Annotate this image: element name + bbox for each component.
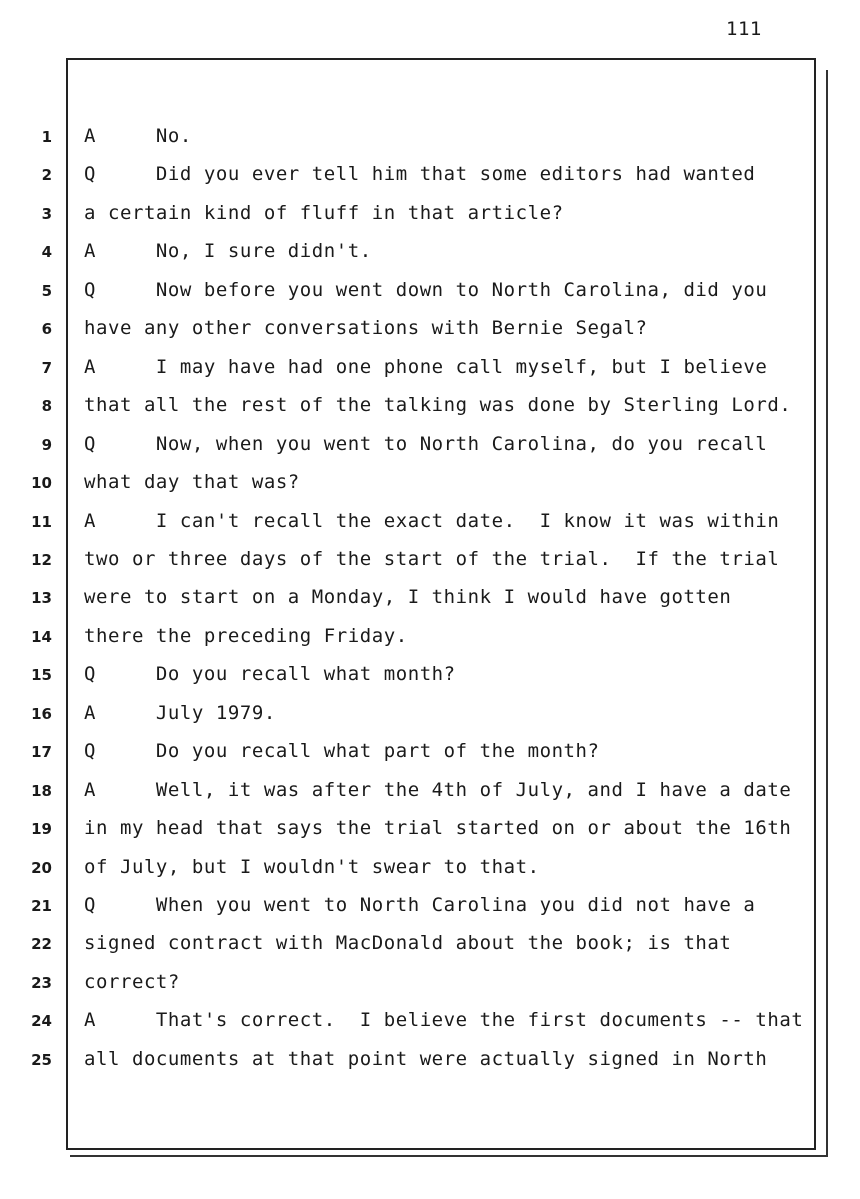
- transcript-line: A Well, it was after the 4th of July, and I have a date: [84, 779, 792, 801]
- line-number: 18: [31, 782, 52, 800]
- line-number: 15: [31, 666, 52, 684]
- transcript-line: A No.: [84, 125, 192, 147]
- line-number: 7: [41, 359, 52, 377]
- transcript-line: of July, but I wouldn't swear to that.: [84, 856, 540, 878]
- line-number: 10: [31, 474, 52, 492]
- line-number: 5: [41, 282, 52, 300]
- transcript-line: a certain kind of fluff in that article?: [84, 202, 564, 224]
- transcript-line: correct?: [84, 971, 180, 993]
- line-number: 25: [31, 1051, 52, 1069]
- transcript-line: A July 1979.: [84, 702, 276, 724]
- transcript-line: in my head that says the trial started on or about the 16th: [84, 817, 792, 839]
- line-number: 2: [41, 166, 52, 184]
- transcript-line: Q Do you recall what part of the month?: [84, 740, 600, 762]
- frame-edge-bottom: [70, 1155, 828, 1157]
- transcript-line: were to start on a Monday, I think I would have gotten: [84, 586, 732, 608]
- line-number: 22: [31, 935, 52, 953]
- transcript-line: A I may have had one phone call myself, but I believe: [84, 356, 768, 378]
- transcript-line: Q Did you ever tell him that some editors had wanted: [84, 163, 756, 185]
- line-number: 13: [31, 589, 52, 607]
- transcript-line: Q Now before you went down to North Carolina, did you: [84, 279, 768, 301]
- transcript-line: that all the rest of the talking was done by Sterling Lord.: [84, 394, 792, 416]
- line-number: 11: [31, 513, 52, 531]
- transcript-line: have any other conversations with Bernie Segal?: [84, 317, 648, 339]
- line-number: 3: [41, 205, 52, 223]
- transcript-line: two or three days of the start of the trial. If the trial: [84, 548, 780, 570]
- line-number: 12: [31, 551, 52, 569]
- line-number: 20: [31, 859, 52, 877]
- transcript-line: Q Now, when you went to North Carolina, do you recall: [84, 433, 768, 455]
- transcript-line: A No, I sure didn't.: [84, 240, 372, 262]
- line-number: 1: [41, 128, 52, 146]
- line-number: 24: [31, 1012, 52, 1030]
- transcript-line: Q When you went to North Carolina you did not have a: [84, 894, 756, 916]
- line-number: 6: [41, 320, 52, 338]
- transcript-line: A I can't recall the exact date. I know it was within: [84, 510, 780, 532]
- line-number: 9: [41, 436, 52, 454]
- line-number: 14: [31, 628, 52, 646]
- transcript-line: Q Do you recall what month?: [84, 663, 456, 685]
- frame-edge-right: [826, 70, 828, 1156]
- line-number: 4: [41, 243, 52, 261]
- line-number: 8: [41, 397, 52, 415]
- transcript-line: all documents at that point were actually signed in North: [84, 1048, 768, 1070]
- line-number: 17: [31, 743, 52, 761]
- line-number: 16: [31, 705, 52, 723]
- line-number: 21: [31, 897, 52, 915]
- line-number: 19: [31, 820, 52, 838]
- page-number: 111: [726, 18, 762, 40]
- transcript-line: signed contract with MacDonald about the book; is that: [84, 932, 732, 954]
- transcript-line: there the preceding Friday.: [84, 625, 408, 647]
- line-number: 23: [31, 974, 52, 992]
- transcript-line: A That's correct. I believe the first documents -- that: [84, 1009, 804, 1031]
- transcript-line: what day that was?: [84, 471, 300, 493]
